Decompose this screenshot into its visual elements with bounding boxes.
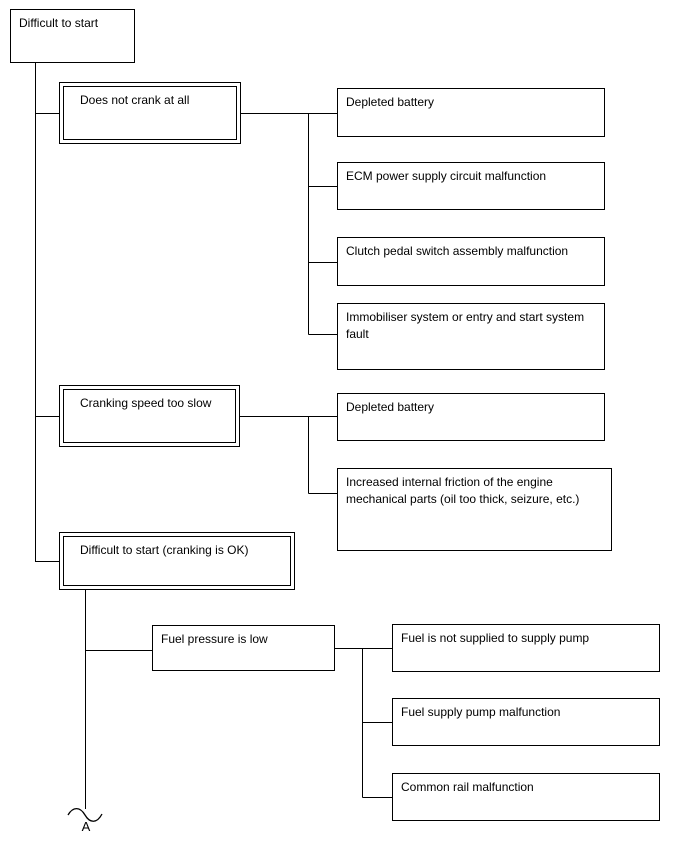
continuation-label: A	[81, 819, 91, 834]
cause-box-depleted-battery-1	[337, 88, 605, 137]
symptom-box-difficult-to-start	[10, 9, 135, 63]
cause-label: Clutch pedal switch assembly malfunction	[346, 244, 569, 258]
condition-label: Difficult to start (cranking is OK)	[63, 536, 291, 586]
condition-label: Cranking speed too slow	[63, 389, 236, 443]
cause-label: Immobiliser system or entry and start system fault	[346, 310, 585, 341]
cause-box-common-rail-malfunction	[392, 773, 660, 821]
condition-box-cranking-is-ok	[59, 532, 295, 590]
condition-label: Does not crank at all	[63, 86, 237, 140]
condition-box-cranking-speed-too-slow	[59, 385, 240, 447]
condition-label: Fuel pressure is low	[161, 632, 268, 646]
cause-label: Fuel is not supplied to supply pump	[401, 631, 590, 645]
cause-label: Depleted battery	[346, 400, 435, 414]
cause-label: Increased internal friction of the engine mechanical parts (oil too thick, seizure, etc.)	[346, 475, 580, 506]
cause-box-clutch-pedal-switch	[337, 237, 605, 286]
cause-box-ecm-power-supply	[337, 162, 605, 210]
cause-label: ECM power supply circuit malfunction	[346, 169, 547, 183]
cause-box-internal-friction	[337, 468, 612, 551]
condition-box-does-not-crank	[59, 82, 241, 144]
cause-box-depleted-battery-2	[337, 393, 605, 441]
cause-box-fuel-not-supplied	[392, 624, 660, 672]
cause-label: Common rail malfunction	[401, 780, 534, 794]
symptom-label: Difficult to start	[19, 16, 99, 30]
cause-label: Fuel supply pump malfunction	[401, 705, 561, 719]
cause-label: Depleted battery	[346, 95, 435, 109]
cause-box-supply-pump-malfunction	[392, 698, 660, 746]
condition-box-fuel-pressure-low	[152, 625, 335, 671]
cause-box-immobiliser-system	[337, 303, 605, 370]
